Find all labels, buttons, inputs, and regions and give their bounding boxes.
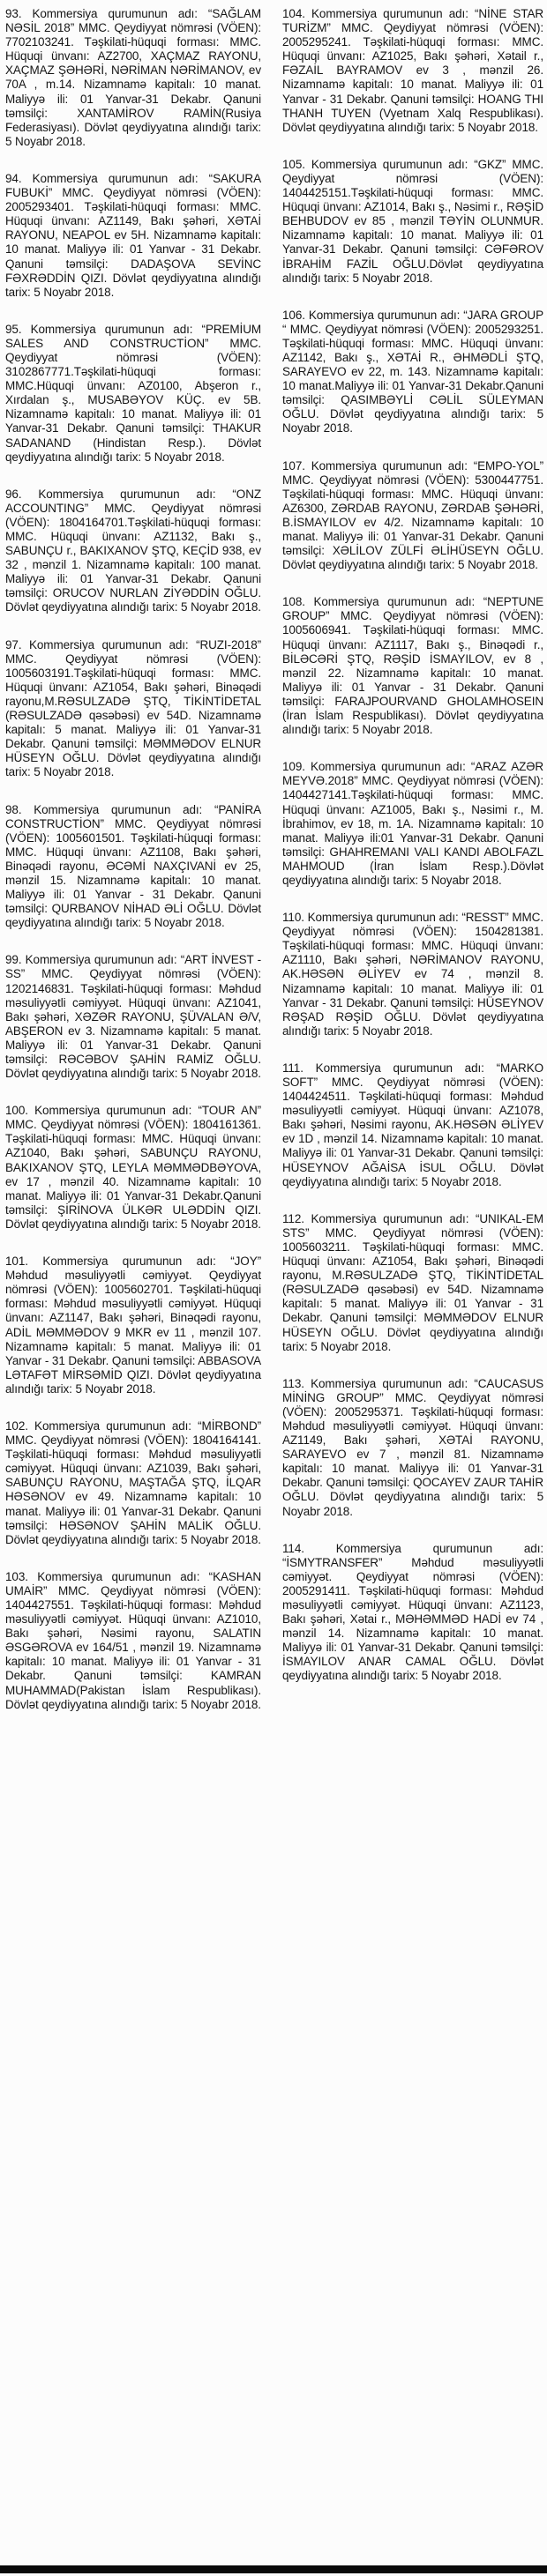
right-column	[282, 7, 543, 1684]
registry-entry-113: 113. Kommersiya qurumunun adı: “CAUCASUS MİNİNG GROUP” MMC. Qeydiyyat nömrəsi (VÖEN): 2005295371. Təşkilati-hüquqi forması: Məhdud məsuliyyətli cəmiyyət. Hüquqi ünvanı: AZ1149, Bakı şəhəri, XƏTAİ RAYONU, SARAYEVO ev 7 , mənzil 81. Nizamnamə kapitalı: 10 manat. Maliyyə ili: 01 Yanvar-31 Dekabr. Qanuni təmsilçi: QOCAYEV ZAUR TAHİR OĞLU. Dövlət qeydiyyatına alındığı tarix: 5 Noyabr 2018.	[282, 1376, 543, 1518]
registry-entry-109: 109. Kommersiya qurumunun adı: “ARAZ AZƏR MEYVƏ.2018” MMC. Qeydiyyat nömrəsi (VÖEN): 1404427141.Təşkilati-hüquqi forması: MMC. Hüquqi ünvanı: AZ1005, Bakı ş., Nəsimi r., M. İbrahimov, ev 18, m. 1A. Nizamnamə kapitalı: 10 manat. Maliyyə ili:01 Yanvar-31 Dekabr. Qanuni təmsilçi: GHAHREMANI VALI KANDI ABOLFAZL MAHMOUD (İran İslam Resp.).Dövlət qeydiyyatına alındığı tarix: 5 Noyabr 2018.	[282, 760, 543, 887]
registry-entry-114: 114. Kommersiya qurumunun adı: “İSMYTRANSFER” Məhdud məsuliyyətli cəmiyyət. Qeydiyyat nömrəsi (VÖEN): 2005291411. Təşkilati-hüquqi forması: Məhdud məsuliyyətli cəmiyyət. Hüquqi ünvanı: AZ1123, Bakı şəhəri, Xətai r., MƏHƏMMƏD HADİ ev 74 , mənzil 14. Nizamnamə kapitalı: 10 manat. Maliyyə ili: 01 Yanvar-31 Dekabr. Qanuni təmsilçi: İSMAYILOV ANAR CAMAL OĞLU. Dövlət qeydiyyatına alındığı tarix: 5 Noyabr 2018.	[282, 1541, 543, 1683]
left-column	[5, 7, 261, 1712]
registry-entry-107: 107. Kommersiya qurumunun adı: “EMPO-YOL” MMC. Qeydiyyat nömrəsi (VÖEN): 5300447751. Təşkilati-hüquqi forması: MMC. Hüquqi ünvanı: AZ6300, ZƏRDAB RAYONU, ZƏRDAB ŞƏHƏRİ, B.İSMAYILOV ev 4/2. Nizamnamə kapitalı: 10 manat. Maliyyə ili: 01 Yanvar-31 Dekabr. Qanuni təmsilçi: XƏLİLOV ZÜLFİ ƏLİHÜSEYN OĞLU. Dövlət qeydiyyatına alındığı tarix: 5 Noyabr 2018.	[282, 458, 543, 572]
registry-entry-101: 101. Kommersiya qurumunun adı: “JOY” Məhdud məsuliyyətli cəmiyyət. Qeydiyyat nömrəsi (VÖEN): 1005602701. Təşkilati-hüquqi forması: Məhdud məsuliyyətli cəmiyyət. Hüquqi ünvanı: AZ1147, Bakı şəhəri, Binəqədi rayonu, ADİL MƏMMƏDOV 9 MKR ev 11 , mənzil 107. Nizamnamə kapitalı: 5 manat. Maliyyə ili: 01 Yanvar - 31 Dekabr. Qanuni təmsilçi: ABBASOVA LƏTAFƏT MİRSƏMİD QIZI. Dövlət qeydiyyatına alındığı tarix: 5 Noyabr 2018.	[5, 1254, 261, 1396]
bottom-rule-divider	[0, 2565, 547, 2573]
registry-entry-108: 108. Kommersiya qurumunun adı: “NEPTUNE GROUP” MMC. Qeydiyyat nömrəsi (VÖEN): 1005606941. Təşkilati-hüquqi forması: MMC. Hüquqi ünvanı: AZ1117, Bakı ş., Binəqədi r., BİLƏCƏRİ ŞTQ, RƏŞİD İSMAYILOV, ev 8 , mənzil 22. Nizamnamə kapitalı: 10 manat. Maliyyə ili: 01 Yanvar - 31 Dekabr. Qanuni təmsilçi: FARAJPOURVAND GHOLAMHOSEIN (İran İslam Respublikası). Dövlət qeydiyyatına alındığı tarix: 5 Noyabr 2018.	[282, 595, 543, 737]
registry-entry-111: 111. Kommersiya qurumunun adı: “MARKO SOFT” MMC. Qeydiyyat nömrəsi (VÖEN): 1404424511. Təşkilati-hüquqi forması: Məhdud məsuliyyətli cəmiyyət. Hüquqi ünvanı: AZ1078, Bakı şəhəri, Nəsimi rayonu, AK.HƏSƏN ƏLİYEV ev 1D , mənzil 14. Nizamnamə kapitalı: 10 manat. Maliyyə ili: 01 Yanvar-31 Dekabr. Qanuni təmsilçi: HÜSEYNOV AĞAİSA İSUL OĞLU. Dövlət qeydiyyatına alındığı tarix: 5 Noyabr 2018.	[282, 1061, 543, 1188]
registry-entry-100: 100. Kommersiya qurumunun adı: “TOUR AN” MMC. Qeydiyyat nömrəsi (VÖEN): 1804161361. Təşkilati-hüquqi forması: MMC. Hüquqi ünvanı: AZ1040, Bakı şəhəri, SABUNÇU RAYONU, BAKIXANOV ŞTQ, LEYLA MƏMMƏDBƏYOVA, ev 17 , mənzil 40. Nizamnamə kapitalı: 10 manat. Maliyyə ili: 01 Yanvar-31 Dekabr.Qanuni təmsilçi: ŞİRİNOVA ÜLKƏR ULƏDDİN QIZI. Dövlət qeydiyyatına alındığı tarix: 5 Noyabr 2018.	[5, 1104, 261, 1231]
registry-entry-94: 94. Kommersiya qurumunun adı: “SAKURA FUBUKİ” MMC. Qeydiyyat nömrəsi (VÖEN): 2005293401. Təşkilati-hüquqi forması: MMC. Hüquqi ünvanı: AZ1149, Bakı şəhəri, XƏTAİ RAYONU, NEAPOL ev 5H. Nizamnamə kapitalı: 10 manat. Maliyyə ili: 01 Yanvar - 31 Dekabr. Qanuni təmsilçi: DADAŞOVA SEVİNC FƏXRƏDDİN QIZI. Dövlət qeydiyyatına alındığı tarix: 5 Noyabr 2018.	[5, 171, 261, 299]
registry-entry-103: 103. Kommersiya qurumunun adı: “KASHAN UMAİR” MMC. Qeydiyyat nömrəsi (VÖEN): 1404427551. Təşkilati-hüquqi forması: Məhdud məsuliyyətli cəmiyyət. Hüquqi ünvanı: AZ1010, Bakı şəhəri, Nəsimi rayonu, SALATIN ƏSGƏROVA ev 164/51 , mənzil 19. Nizamnamə kapitalı: 10 manat. Maliyyə ili: 01 Yanvar - 31 Dekabr. Qanuni təmsilçi: KAMRAN MUHAMMAD(Pakistan İslam Respublikası). Dövlət qeydiyyatına alındığı tarix: 5 Noyabr 2018.	[5, 1569, 261, 1711]
registry-entry-98: 98. Kommersiya qurumunun adı: “PANİRA CONSTRUCTİON” MMC. Qeydiyyat nömrəsi (VÖEN): 1005601501. Təşkilati-hüquqi forması: MMC. Hüquqi ünvanı: AZ1108, Bakı şəhəri, Binəqədi rayonu, ƏCƏMİ NAXÇIVANİ ev 25, mənzil 15. Nizamnamə kapitalı: 10 manat. Maliyyə ili: 01 Yanvar - 31 Dekabr. Qanuni təmsilçi: QURBANOV NİHAD ƏLİ OĞLU. Dövlət qeydiyyatına alındığı tarix: 5 Noyabr 2018.	[5, 802, 261, 930]
registry-entry-97: 97. Kommersiya qurumunun adı: “RUZI-2018” MMC. Qeydiyyat nömrəsi (VÖEN): 1005603191.Təşkilati-hüquqi forması: MMC. Hüquqi ünvanı: AZ1054, Bakı şəhəri, Binəqədi rayonu,M.RƏSULZADƏ ŞTQ, TİKİNTİDETAL (RƏSULZADƏ qəsəbəsi) ev 54D. Nizamnamə kapitalı: 5 manat. Maliyyə ili: 01 Yanvar-31 Dekabr. Qanuni təmsilçi: MƏMMƏDOV ELNUR HÜSEYN OĞLU. Dövlət qeydiyyatına alındığı tarix: 5 Noyabr 2018.	[5, 637, 261, 779]
registry-entry-96: 96. Kommersiya qurumunun adı: “ONZ ACCOUNTING” MMC. Qeydiyyat nömrəsi (VÖEN): 1804164701.Təşkilati-hüquqi forması: MMC. Hüquqi ünvanı: AZ1132, Bakı ş., SABUNÇU r., BAKIXANOV ŞTQ, KEÇİD 938, ev 32 , mənzil 1. Nizamnamə kapitalı: 100 manat. Maliyyə ili: 01 Yanvar-31 Dekabr. Qanuni təmsilçi: ORUCOV NURLAN ZİYƏDDİN OĞLU. Dövlət qeydiyyatına alındığı tarix: 5 Noyabr 2018.	[5, 487, 261, 614]
registry-entry-112: 112. Kommersiya qurumunun adı: “UNIKAL-EM STS” MMC. Qeydiyyat nömrəsi (VÖEN): 1005603211. Təşkilati-hüquqi forması: MMC. Hüquqi ünvanı: AZ1054, Bakı şəhəri, Binəqədi rayonu, M.RƏSULZADƏ ŞTQ, TİKİNTİDETAL (RƏSULZADƏ qəsəbəsi) ev 54D. Nizamnamə kapitalı: 5 manat. Maliyyə ili: 01 Yanvar - 31 Dekabr. Qanuni təmsilçi: MƏMMƏDOV ELNUR HÜSEYN OĞLU. Dövlət qeydiyyatına alındığı tarix: 5 Noyabr 2018.	[282, 1211, 543, 1353]
registry-entry-105: 105. Kommersiya qurumunun adı: “GKZ” MMC. Qeydiyyat nömrəsi (VÖEN): 1404425151.Təşkilati-hüquqi forması: MMC. Hüquqi ünvanı: AZ1014, Bakı ş., Nəsimi r., RƏŞİD BEHBUDOV ev 85 , mənzil TƏYİN OLUNMUR. Nizamnamə kapitalı: 10 manat. Maliyyə ili: 01 Yanvar-31 Dekabr. Qanuni təmsilçi: CƏFƏROV İBRAHİM FAZİL OĞLU.Dövlət qeydiyyatına alındığı tarix: 5 Noyabr 2018.	[282, 157, 543, 285]
registry-entry-102: 102. Kommersiya qurumunun adı: “MİRBOND” MMC. Qeydiyyat nömrəsi (VÖEN): 1804164141. Təşkilati-hüquqi forması: Məhdud məsuliyyətli cəmiyyət. Hüquqi ünvanı: AZ1039, Bakı şəhəri, SABUNÇU RAYONU, MAŞTAĞA ŞTQ, İLQAR HƏSƏNOV ev 49. Nizamnamə kapitalı: 10 manat. Maliyyə ili: 01 Yanvar-31 Dekabr. Qanuni təmsilçi: HƏSƏNOV ŞAHİN MALİK OĞLU. Dövlət qeydiyyatına alındığı tarix: 5 Noyabr 2018.	[5, 1418, 261, 1546]
registry-entry-93: 93. Kommersiya qurumunun adı: “SAĞLAM NƏSİL 2018” MMC. Qeydiyyat nömrəsi (VÖEN): 7702103241. Təşkilati-hüquqi forması: MMC. Hüquqi ünvanı: AZ2700, XAÇMAZ RAYONU, XAÇMAZ ŞƏHƏRİ, NƏRİMAN NƏRİMANOV, ev 70A , m.14. Nizamnamə kapitalı: 10 manat. Maliyyə ili: 01 Yanvar-31 Dekabr. Qanuni təmsilçi: XANTAMİROV RAMİN(Rusiya Federasiyası). Dövlət qeydiyyatına alındığı tarix: 5 Noyabr 2018.	[5, 7, 261, 148]
registry-entry-104: 104. Kommersiya qurumunun adı: “NİNE STAR TURİZM” MMC. Qeydiyyat nömrəsi (VÖEN): 2005295241. Təşkilati-hüquqi forması: MMC. Hüquqi ünvanı: AZ1025, Bakı şəhəri, Xətail r., FƏZAİL BAYRAMOV ev 3 , mənzil 26. Nizamnamə kapitalı: 10 manat. Maliyyə ili: 01 Yanvar - 31 Dekabr. Qanuni təmsilçi: HOANG THI THANH TUYEN (Vyetnam Xalq Respublikası). Dövlət qeydiyyatına alındığı tarix: 5 Noyabr 2018.	[282, 7, 543, 134]
registry-entry-95: 95. Kommersiya qurumunun adı: “PREMİUM SALES AND CONSTRUCTİON” MMC. Qeydiyyat nömrəsi (VÖEN): 3102867771.Təşkilati-hüquqi forması: MMC.Hüquqi ünvanı: AZ0100, Abşeron r., Xırdalan ş., MUSABƏYOV KÜÇ. ev 5B. Nizamnamə kapitalı: 10 manat. Maliyyə ili: 01 Yanvar-31 Dekabr. Qanuni təmsilçi: THAKUR SADANAND (Hindistan Resp.). Dövlət qeydiyyatına alındığı tarix: 5 Noyabr 2018.	[5, 322, 261, 464]
registry-entry-106: 106. Kommersiya qurumunun adı: “JARA GROUP “ MMC. Qeydiyyat nömrəsi (VÖEN): 2005293251. Təşkilati-hüquqi forması: MMC. Hüquqi ünvanı: AZ1142, Bakı ş., XƏTAİ R., ƏHMƏDLİ ŞTQ, SARAYEVO ev 22, m. 143. Nizamnamə kapitalı: 10 manat.Maliyyə ili: 01 Yanvar-31 Dekabr.Qanuni təmsilçi: QASIMBƏYLİ CƏLİL SÜLEYMAN OĞLU. Dövlət qeydiyyatına alındığı tarix: 5 Noyabr 2018.	[282, 308, 543, 436]
registry-entry-99: 99. Kommersiya qurumunun adı: “ART İNVEST -SS” MMC. Qeydiyyat nömrəsi (VÖEN): 1202146831. Təşkilati-hüquqi forması: Məhdud məsuliyyətli cəmiyyət. Hüquqi ünvanı: AZ1041, Bakı şəhəri, XƏZƏR RAYONU, ŞÜVALAN Ə/V, ABŞERON ev 3. Nizamnamə kapitalı: 5 manat. Maliyyə ili: 01 Yanvar-31 Dekabr. Qanuni təmsilçi: RƏCƏBOV ŞAHİN RAMİZ OĞLU. Dövlət qeydiyyatına alındığı tarix: 5 Noyabr 2018.	[5, 953, 261, 1081]
registry-entry-110: 110. Kommersiya qurumunun adı: “RESST” MMC. Qeydiyyat nömrəsi (VÖEN): 1504281381. Təşkilati-hüquqi forması: MMC. Hüquqi ünvanı: AZ1110, Bakı şəhəri, NƏRİMANOV RAYONU, AK.HƏSƏN ƏLİYEV ev 74 , mənzil 8. Nizamnamə kapitalı: 10 manat. Maliyyə ili: 01 Yanvar - 31 Dekabr. Qanuni təmsilçi: HÜSEYNOV RƏŞAD RƏŞİD OĞLU. Dövlət qeydiyyatına alındığı tarix: 5 Noyabr 2018.	[282, 911, 543, 1038]
